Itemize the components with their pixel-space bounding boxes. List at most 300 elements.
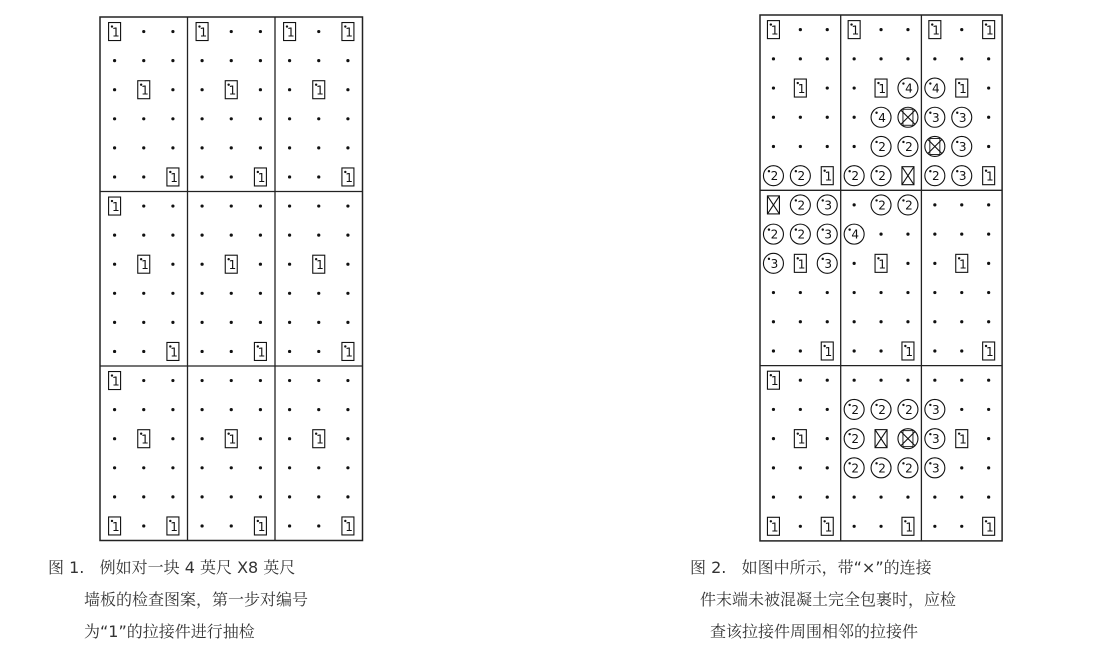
tie-dot (230, 59, 233, 62)
tie-dot (317, 175, 320, 178)
tie-dot (826, 86, 829, 89)
tie-box-1 (109, 372, 121, 390)
tie-box-1 (956, 79, 968, 97)
tie-dot (879, 57, 882, 60)
tie-dot (288, 466, 291, 469)
tie-circle-4 (844, 224, 864, 244)
tie-dot (230, 379, 233, 382)
svg-text:1: 1 (228, 432, 237, 447)
svg-text:1: 1 (141, 83, 149, 98)
tie-box-1 (875, 79, 887, 97)
tie-dot (142, 175, 145, 178)
tie-dot (259, 321, 262, 324)
svg-text:1: 1 (257, 345, 266, 360)
tie-dot (987, 145, 990, 148)
tie-circle-4 (925, 78, 945, 98)
tie-dot (171, 466, 174, 469)
tie-box-1 (767, 517, 779, 535)
tie-dot (142, 350, 145, 353)
tie-dot (230, 495, 233, 498)
tie-dot (853, 495, 856, 498)
svg-text:1: 1 (141, 258, 149, 273)
tie-circle-2 (871, 166, 891, 186)
tie-dot (142, 379, 145, 382)
tie-dot (799, 495, 802, 498)
tie-dot (987, 437, 990, 440)
tie-dot (987, 379, 990, 382)
tie-dot (259, 234, 262, 237)
tie-dot (113, 59, 116, 62)
svg-text:1: 1 (797, 82, 806, 97)
tie-circle-3 (763, 253, 783, 273)
tie-dot (826, 320, 829, 323)
tie-dot (288, 408, 291, 411)
svg-text:1: 1 (228, 258, 237, 273)
svg-text:3: 3 (958, 139, 967, 154)
tie-box-1 (109, 197, 121, 215)
tie-dot (200, 524, 203, 527)
tie-dot (853, 525, 856, 528)
tie-dot (346, 466, 349, 469)
svg-text:2: 2 (905, 139, 913, 154)
figure-2-caption-line-2: 件末端未被混凝土完全包裹时，应检 (700, 590, 957, 609)
tie-dot (346, 292, 349, 295)
tie-dot (230, 175, 233, 178)
tie-dot (799, 116, 802, 119)
tie-box-1 (254, 342, 266, 360)
tie-dot (906, 262, 909, 265)
tie-circle-2 (763, 224, 783, 244)
tie-dot (288, 437, 291, 440)
svg-text:1: 1 (986, 23, 994, 38)
tie-dot (200, 321, 203, 324)
tie-box-1 (225, 255, 237, 273)
tie-dot (933, 57, 936, 60)
tie-dot (142, 204, 145, 207)
tie-dot (772, 291, 775, 294)
svg-text:1: 1 (986, 344, 994, 359)
tie-dot (346, 59, 349, 62)
tie-dot (288, 263, 291, 266)
tie-box-1 (794, 79, 806, 97)
tie-dot (853, 379, 856, 382)
wall-panel-figure-1 (99, 0, 365, 545)
tie-dot (230, 321, 233, 324)
tie-dot (259, 379, 262, 382)
tie-dot (259, 30, 262, 33)
svg-text:1: 1 (959, 82, 967, 97)
tie-dot (113, 466, 116, 469)
tie-dot (346, 204, 349, 207)
svg-text:2: 2 (851, 169, 859, 184)
tie-circle-x (898, 429, 918, 449)
figure-2-number: 图 2. (690, 558, 727, 577)
tie-dot (317, 466, 320, 469)
svg-text:1: 1 (824, 344, 833, 359)
svg-text:2: 2 (797, 227, 806, 242)
tie-dot (879, 495, 882, 498)
tie-circle-2 (898, 399, 918, 419)
tie-box-1 (284, 23, 296, 41)
tie-dot (960, 495, 963, 498)
tie-box-1 (196, 23, 208, 41)
tie-dot (288, 379, 291, 382)
tie-dot (113, 263, 116, 266)
tie-box-1 (138, 81, 150, 99)
svg-text:2: 2 (851, 461, 859, 476)
svg-text:1: 1 (770, 520, 779, 535)
tie-dot (933, 291, 936, 294)
svg-text:2: 2 (878, 461, 886, 476)
figure-1-caption-line-3: 为“1”的拉接件进行抽检 (84, 622, 255, 641)
tie-dot (171, 495, 174, 498)
svg-text:1: 1 (770, 23, 779, 38)
svg-text:3: 3 (958, 110, 967, 125)
tie-dot (317, 379, 320, 382)
tie-dot (230, 204, 233, 207)
svg-text:4: 4 (905, 81, 913, 96)
svg-text:1: 1 (316, 432, 324, 447)
tie-dot (346, 495, 349, 498)
tie-dot (230, 466, 233, 469)
tie-dot (288, 350, 291, 353)
svg-text:1: 1 (905, 520, 913, 535)
tie-dot (987, 466, 990, 469)
svg-text:3: 3 (824, 198, 833, 213)
tie-circle-2 (844, 399, 864, 419)
tie-dot (772, 320, 775, 323)
tie-dot (113, 350, 116, 353)
svg-text:1: 1 (905, 344, 913, 359)
tie-dot (317, 234, 320, 237)
tie-box-1 (167, 517, 179, 535)
tie-box-1 (902, 342, 914, 360)
tie-dot (288, 524, 291, 527)
tie-dot (960, 233, 963, 236)
tie-dot (960, 291, 963, 294)
tie-dot (317, 321, 320, 324)
tie-dot (230, 146, 233, 149)
tie-dot (853, 349, 856, 352)
tie-box-1 (342, 168, 354, 186)
tie-dot (960, 379, 963, 382)
tie-dot (113, 88, 116, 91)
svg-text:1: 1 (316, 258, 324, 273)
tie-dot (879, 525, 882, 528)
tie-dot (317, 117, 320, 120)
svg-text:2: 2 (905, 198, 913, 213)
tie-circle-2 (898, 458, 918, 478)
tie-dot (933, 320, 936, 323)
tie-dot (772, 86, 775, 89)
tie-dot (933, 203, 936, 206)
tie-dot (772, 116, 775, 119)
tie-dot (317, 146, 320, 149)
tie-circle-2 (844, 429, 864, 449)
svg-text:1: 1 (316, 83, 324, 98)
tie-dot (230, 292, 233, 295)
tie-dot (346, 263, 349, 266)
svg-text:1: 1 (111, 374, 120, 389)
tie-circle-2 (790, 224, 810, 244)
wall-panel-figure-2 (759, 0, 1005, 545)
tie-circle-2 (871, 399, 891, 419)
tie-box-1 (225, 81, 237, 99)
tie-dot (879, 349, 882, 352)
svg-text:2: 2 (770, 169, 779, 184)
svg-text:2: 2 (905, 402, 913, 417)
tie-dot (113, 495, 116, 498)
svg-text:1: 1 (959, 257, 967, 272)
tie-dot (171, 263, 174, 266)
tie-dot (960, 408, 963, 411)
tie-dot (772, 57, 775, 60)
tie-dot (317, 204, 320, 207)
tie-dot (987, 320, 990, 323)
svg-text:1: 1 (345, 345, 353, 360)
tie-dot (853, 86, 856, 89)
tie-dot (987, 408, 990, 411)
tie-dot (799, 408, 802, 411)
svg-text:1: 1 (345, 170, 353, 185)
tie-dot (200, 263, 203, 266)
tie-dot (200, 234, 203, 237)
tie-dot (171, 146, 174, 149)
tie-dot (113, 117, 116, 120)
tie-dot (799, 28, 802, 31)
tie-dot (200, 292, 203, 295)
tie-dot (230, 408, 233, 411)
tie-dot (906, 291, 909, 294)
tie-dot (799, 291, 802, 294)
tie-box-1 (109, 517, 121, 535)
tie-dot (772, 145, 775, 148)
tie-dot (200, 408, 203, 411)
tie-dot (171, 408, 174, 411)
svg-text:1: 1 (345, 25, 353, 40)
svg-text:1: 1 (257, 170, 266, 185)
tie-box-1 (313, 430, 325, 448)
tie-box-x (875, 430, 887, 448)
tie-dot (259, 146, 262, 149)
tie-dot (142, 292, 145, 295)
tie-dot (987, 262, 990, 265)
tie-dot (317, 408, 320, 411)
tie-dot (826, 28, 829, 31)
tie-box-1 (138, 255, 150, 273)
svg-text:2: 2 (797, 169, 806, 184)
tie-dot (879, 233, 882, 236)
tie-circle-2 (871, 136, 891, 156)
svg-text:1: 1 (170, 170, 178, 185)
tie-dot (799, 57, 802, 60)
tie-dot (230, 117, 233, 120)
svg-text:1: 1 (770, 374, 779, 389)
tie-dot (906, 28, 909, 31)
tie-circle-3 (925, 429, 945, 449)
figure-2-caption (690, 552, 956, 648)
figure-1-caption-line-2: 墙板的检查图案，第一步对编号 (84, 590, 309, 609)
tie-dot (826, 145, 829, 148)
figure-2-caption-line-3: 查该拉接件周围相邻的拉接件 (710, 622, 919, 641)
tie-dot (142, 321, 145, 324)
svg-text:2: 2 (932, 169, 940, 184)
svg-text:3: 3 (932, 110, 940, 125)
tie-dot (113, 175, 116, 178)
tie-dot (772, 495, 775, 498)
tie-box-x (902, 167, 914, 185)
tie-dot (113, 408, 116, 411)
tie-dot (906, 320, 909, 323)
tie-circle-2 (925, 166, 945, 186)
svg-text:3: 3 (932, 432, 940, 447)
tie-dot (346, 146, 349, 149)
svg-text:1: 1 (345, 519, 353, 534)
tie-dot (960, 320, 963, 323)
tie-dot (200, 88, 203, 91)
tie-dot (987, 86, 990, 89)
tie-dot (288, 59, 291, 62)
tie-dot (171, 292, 174, 295)
tie-dot (826, 495, 829, 498)
tie-circle-3 (925, 458, 945, 478)
tie-dot (906, 57, 909, 60)
tie-dot (879, 28, 882, 31)
svg-text:1: 1 (111, 25, 120, 40)
tie-dot (142, 117, 145, 120)
tie-dot (879, 379, 882, 382)
tie-dot (933, 349, 936, 352)
tie-dot (288, 321, 291, 324)
tie-dot (259, 263, 262, 266)
tie-dot (142, 146, 145, 149)
tie-circle-2 (898, 136, 918, 156)
tie-circle-3 (817, 224, 837, 244)
tie-dot (230, 234, 233, 237)
tie-dot (259, 59, 262, 62)
tie-dot (772, 408, 775, 411)
tie-box-1 (138, 430, 150, 448)
tie-dot (346, 379, 349, 382)
tie-dot (960, 466, 963, 469)
tie-box-1 (821, 167, 833, 185)
tie-box-1 (254, 168, 266, 186)
tie-dot (987, 57, 990, 60)
tie-dot (113, 234, 116, 237)
tie-dot (987, 495, 990, 498)
svg-text:2: 2 (905, 461, 913, 476)
tie-dot (171, 59, 174, 62)
tie-dot (799, 320, 802, 323)
tie-dot (346, 88, 349, 91)
svg-text:1: 1 (286, 25, 295, 40)
tie-box-1 (983, 21, 995, 39)
tie-dot (259, 408, 262, 411)
tie-dot (171, 321, 174, 324)
tie-dot (171, 234, 174, 237)
figure-1-caption-line-1: 例如对一块 4 英尺 X8 英尺 (99, 558, 296, 577)
tie-circle-3 (952, 136, 972, 156)
tie-dot (960, 28, 963, 31)
tie-dot (906, 495, 909, 498)
tie-dot (142, 30, 145, 33)
tie-dot (772, 466, 775, 469)
tie-dot (113, 437, 116, 440)
svg-text:1: 1 (141, 432, 149, 447)
tie-circle-2 (763, 166, 783, 186)
tie-dot (171, 30, 174, 33)
tie-dot (853, 203, 856, 206)
tie-dot (288, 146, 291, 149)
tie-dot (933, 233, 936, 236)
tie-dot (142, 59, 145, 62)
tie-dot (317, 495, 320, 498)
tie-dot (200, 204, 203, 207)
tie-dot (317, 30, 320, 33)
tie-dot (230, 524, 233, 527)
tie-circle-3 (925, 107, 945, 127)
svg-text:1: 1 (878, 82, 887, 97)
svg-text:1: 1 (797, 432, 806, 447)
tie-dot (853, 57, 856, 60)
tie-dot (200, 59, 203, 62)
svg-text:1: 1 (986, 520, 994, 535)
tie-dot (142, 524, 145, 527)
svg-text:2: 2 (797, 198, 806, 213)
tie-dot (933, 379, 936, 382)
svg-text:1: 1 (111, 200, 120, 215)
tie-dot (171, 437, 174, 440)
tie-dot (879, 320, 882, 323)
tie-dot (772, 349, 775, 352)
tie-circle-x (925, 136, 945, 156)
tie-dot (799, 525, 802, 528)
tie-circle-4 (871, 107, 891, 127)
tie-box-1 (821, 517, 833, 535)
tie-dot (346, 321, 349, 324)
svg-text:1: 1 (959, 432, 967, 447)
tie-dot (259, 117, 262, 120)
tie-dot (987, 203, 990, 206)
tie-dot (826, 57, 829, 60)
tie-circle-4 (898, 78, 918, 98)
tie-dot (200, 379, 203, 382)
svg-text:2: 2 (878, 402, 886, 417)
svg-text:4: 4 (851, 227, 859, 242)
svg-text:1: 1 (199, 25, 208, 40)
tie-dot (826, 291, 829, 294)
tie-dot (142, 408, 145, 411)
tie-box-1 (342, 23, 354, 41)
tie-dot (826, 408, 829, 411)
tie-box-x (767, 196, 779, 214)
tie-dot (799, 349, 802, 352)
tie-dot (200, 146, 203, 149)
svg-text:3: 3 (770, 256, 779, 271)
tie-dot (142, 466, 145, 469)
tie-dot (987, 233, 990, 236)
figure-2-caption-line-1: 如图中所示，带“×”的连接 (741, 558, 932, 577)
tie-circle-2 (871, 458, 891, 478)
tie-dot (200, 466, 203, 469)
tie-dot (200, 437, 203, 440)
tie-dot (346, 117, 349, 120)
svg-text:1: 1 (986, 169, 994, 184)
tie-circle-3 (817, 195, 837, 215)
tie-dot (853, 291, 856, 294)
tie-box-1 (254, 517, 266, 535)
tie-dot (853, 320, 856, 323)
